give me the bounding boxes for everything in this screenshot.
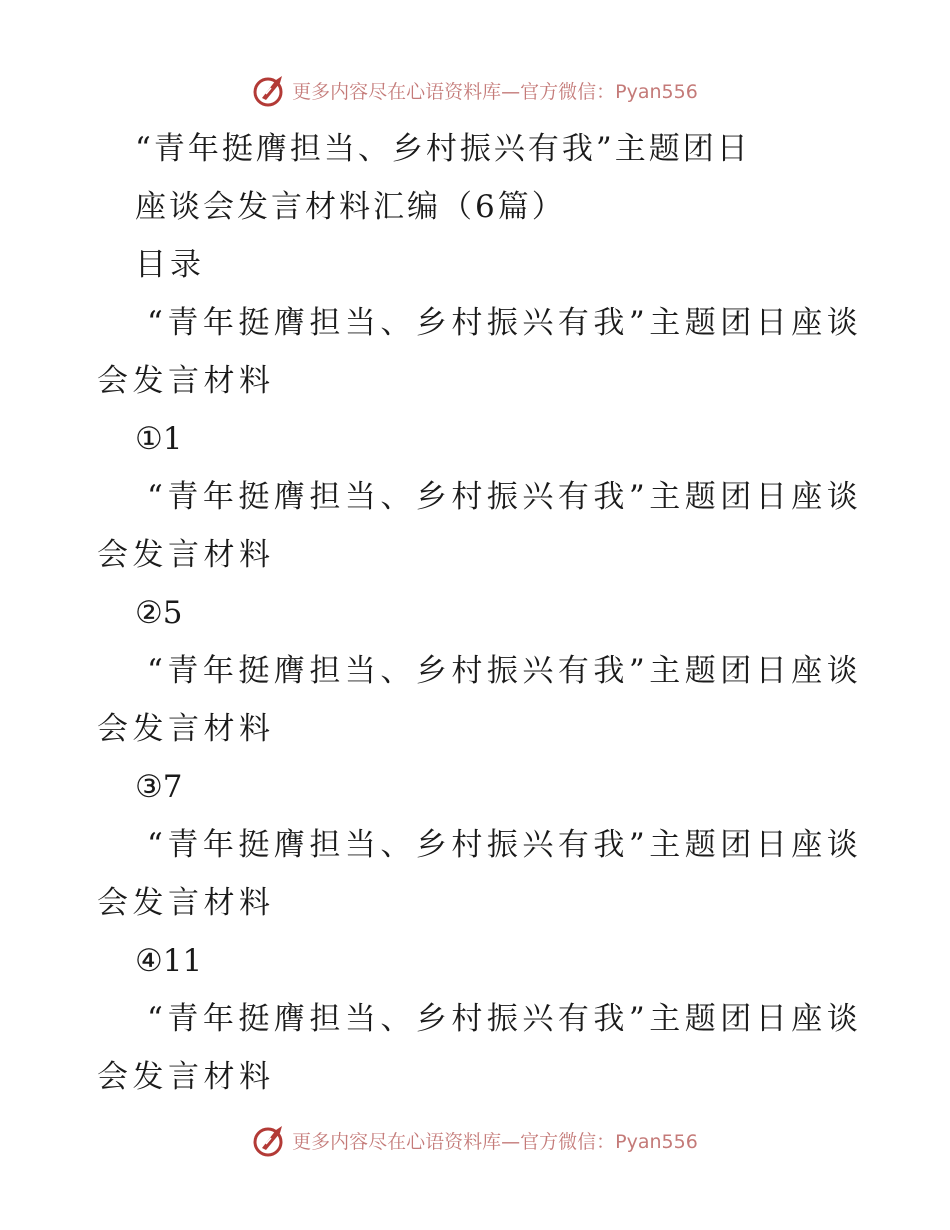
toc-heading: 目录 [135,247,205,283]
pen-logo-icon [252,1122,288,1158]
toc-entry-title-cont: 会发言材料 [97,885,275,921]
banner-text [292,1127,698,1154]
banner-wechat-id: Pyan556 [615,1130,698,1153]
toc-entry-title: “青年挺膺担当、乡村振兴有我”主题团日座谈 [147,827,863,863]
document-title-line-2: 座谈会发言材料汇编（6篇） [135,189,566,225]
pen-logo-icon [252,72,288,108]
banner-wechat-id: Pyan556 [615,80,698,103]
banner-site-text: 更多内容尽在心语资料库—官方微信： [292,80,616,103]
toc-entry-title-cont: 会发言材料 [97,363,275,399]
toc-entry[interactable] [97,294,863,468]
toc-entry-title: “青年挺膺担当、乡村振兴有我”主题团日座谈 [147,653,863,689]
toc-entry[interactable] [97,468,863,642]
toc-entry-page-marker: ③7 [135,769,183,805]
toc-entry-title: “青年挺膺担当、乡村振兴有我”主题团日座谈 [147,305,863,341]
toc-entry-title-cont: 会发言材料 [97,537,275,573]
toc-entry[interactable] [97,816,863,990]
toc-entry[interactable] [97,990,863,1106]
toc-entry[interactable] [97,642,863,816]
toc-entry-title-cont: 会发言材料 [97,711,275,747]
toc-entry-page-marker: ②5 [135,595,183,631]
document-title-line-1: “青年挺膺担当、乡村振兴有我”主题团日 [135,131,751,167]
toc-entry-title-cont: 会发言材料 [97,1059,275,1095]
footer-banner [0,1120,950,1160]
banner-site-text: 更多内容尽在心语资料库—官方微信： [292,1130,616,1153]
toc-entry-page-marker: ①1 [135,421,183,457]
banner-text [292,77,698,104]
toc-entry-page-marker: ④11 [135,943,203,979]
toc-entry-title: “青年挺膺担当、乡村振兴有我”主题团日座谈 [147,1001,863,1037]
header-banner [0,70,950,110]
toc-entry-title: “青年挺膺担当、乡村振兴有我”主题团日座谈 [147,479,863,515]
document-body [97,120,863,1106]
